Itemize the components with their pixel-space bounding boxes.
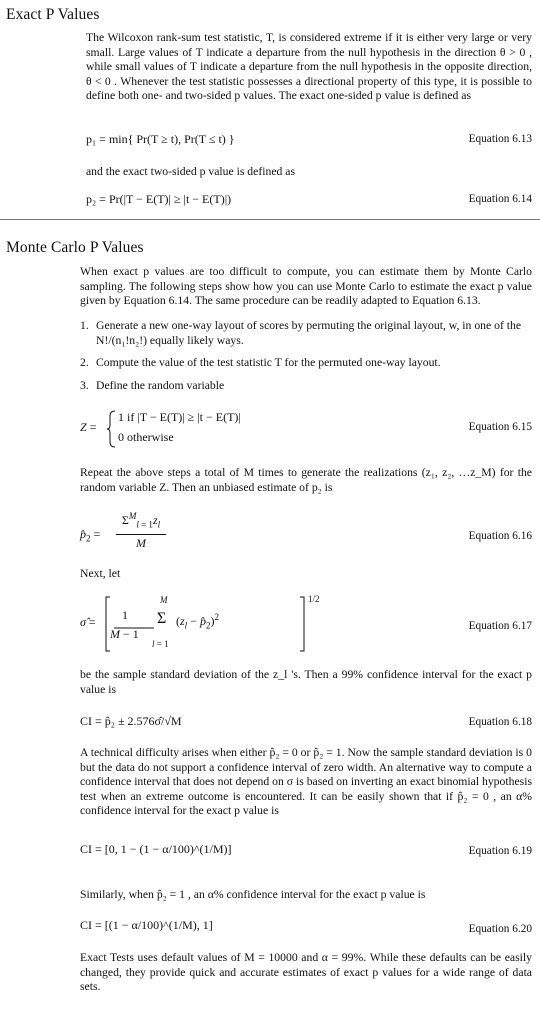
equation-label-6-13: Equation 6.13 (468, 133, 532, 145)
paragraph-monte-intro: When exact p values are too difficult to compute, you can estimate them by Monte Carlo sampling. The following steps show how you can use Monte Carlo to estimate the exact p value given by Equation 6.14. The same procedure can be readily adapted to Equation 6.13. (80, 265, 532, 308)
equation-label-6-17: Equation 6.17 (468, 620, 532, 632)
heading-monte-carlo-p-values: Monte Carlo P Values (6, 239, 144, 256)
paragraph-technical-difficulty: A technical difficulty arises when either p̂₂ = 0 or p̂₂ = 1. Now the sample standard deviation is 0 but the data do not support a confidence interval of zero width. An alternative way to compute a confidence interval that does not depend on σ is based on inverting an exact binomial hypothesis test when an extreme outcome is encountered. It can be easily shown that if p̂₂ = 0 , an α% confidence interval for the exact p value is (80, 746, 532, 818)
equation-6-19: CI = [0, 1 − (1 − α/100)^(1/M)] (80, 842, 232, 856)
equation-label-6-14: Equation 6.14 (468, 193, 532, 205)
brace-icon (107, 410, 117, 448)
equation-label-6-18: Equation 6.18 (468, 716, 532, 728)
equation-6-17: σ̂ = 1 M − 1 M Σ l = 1 ($z_l$ − $p̂_2)^2$ 1/2 (80, 591, 320, 657)
case-2: 0 otherwise (118, 430, 174, 444)
list-number: 3. (80, 379, 89, 392)
paragraph-repeat: Repeat the above steps a total of M times to generate the realizations (z₁, z₂, …z_M) for the random variable Z. Then an unbiased estimate of p₂ is (80, 466, 532, 494)
list-text: Define the random variable (96, 379, 225, 392)
paragraph-exact-intro: The Wilcoxon rank-sum test statistic, T, is considered extreme if it is either very large or very small. Large values of T indicate a departure from the null hypothesis in the direction θ > 0 , while small values of T indicate a departure from the null hypothesis in the opposite direction, θ < 0 . Whenever the test statistic possesses a directional property of this type, it is possible to define both one- and two-sided p values. The exact one-sided p value is defined as (86, 31, 532, 103)
paragraph-defaults: Exact Tests uses default values of M = 10000 and α = 99%. While these defaults can be easily changed, they provide quick and accurate estimates of exact p values for a wide range of data sets. (80, 951, 532, 994)
section-divider (0, 219, 540, 220)
list-number: 2. (80, 356, 89, 369)
equation-6-20: CI = [(1 − α/100)^(1/M), 1] (80, 918, 213, 932)
list-number: 1. (80, 319, 89, 332)
case-1: 1 if |T − E(T)| ≥ |t − E(T)| (118, 410, 241, 424)
equation-label-6-15: Equation 6.15 (468, 421, 532, 433)
paragraph-next-let: Next, let (80, 567, 121, 580)
list-text: Compute the value of the test statistic T for the permuted one-way layout. (96, 356, 441, 369)
equation-label-6-20: Equation 6.20 (468, 923, 532, 935)
equation-6-18: CI = p̂₂ ± 2.576σ̂/√M (80, 714, 182, 728)
heading-exact-p-values: Exact P Values (6, 6, 100, 23)
equation-6-13: p₁ = min{ Pr(T ≥ t), Pr(T ≤ t) } (86, 132, 235, 146)
equation-label-6-19: Equation 6.19 (468, 845, 532, 857)
paragraph-std-dev: be the sample standard deviation of the z_l 's. Then a 99% confidence interval for the exact p value is (80, 668, 532, 696)
paragraph-two-sided: and the exact two-sided p value is defined as (86, 165, 296, 178)
equation-label-6-16: Equation 6.16 (468, 530, 532, 542)
list-text: Generate a new one-way layout of scores by permuting the original layout, w, in one of the N!/(n₁!n₂!) equally likely ways. (96, 319, 522, 347)
equation-6-14: p₂ = Pr(|T − E(T)| ≥ |t − E(T)|) (86, 192, 232, 206)
paragraph-similarly: Similarly, when p̂₂ = 1 , an α% confidence interval for the exact p value is (80, 888, 426, 901)
